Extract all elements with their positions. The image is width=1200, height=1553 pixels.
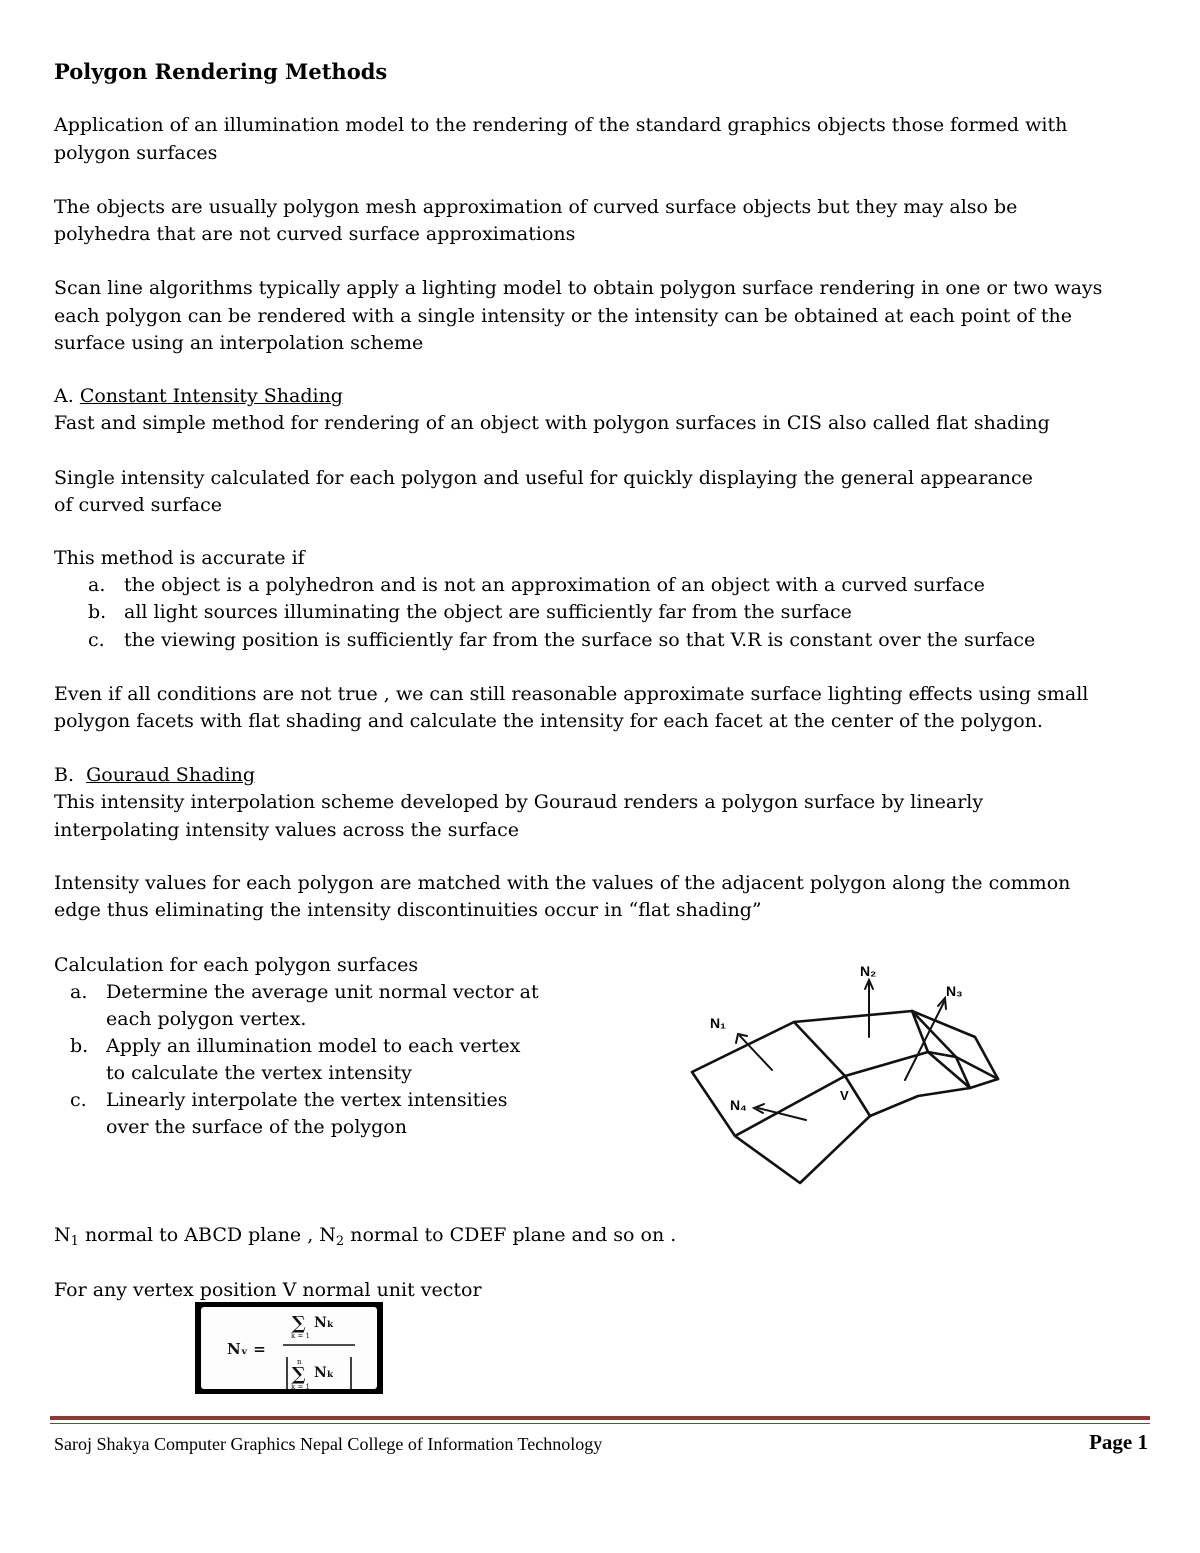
formula-sum-top: ∑ [292, 1313, 306, 1334]
intro-p3-line3: surface using an interpolation scheme [54, 332, 424, 354]
intro-p2-line2: polyhedra that are not curved surface approximations [54, 223, 576, 245]
normal-n3-arrow [905, 1002, 944, 1080]
normals-n2: N [319, 1224, 336, 1246]
normals-text1: normal to ABCD plane , [78, 1224, 320, 1246]
section-b-heading [54, 762, 255, 789]
step-label: a. [70, 981, 88, 1003]
polygon-mesh-figure [680, 958, 1010, 1188]
section-b-title: Gouraud Shading [86, 764, 256, 786]
step-text: Apply an illumination model to each vertex [106, 1035, 521, 1057]
step-text: Determine the average unit normal vector at [106, 981, 539, 1003]
section-b-p1-line2: interpolating intensity values across the surface [54, 819, 520, 841]
normals-sub2: 2 [335, 1234, 345, 1249]
section-b-p2-line1: Intensity values for each polygon are matched with the values of the adjacent polygon along the common [54, 872, 1071, 894]
intro-p2-line1: The objects are usually polygon mesh approximation of curved surface objects but they may also be [54, 196, 1018, 218]
condition-label: a. [88, 574, 106, 596]
step-label: b. [70, 1035, 89, 1057]
step-text: Linearly interpolate the vertex intensities [106, 1089, 508, 1111]
step-label: c. [70, 1089, 87, 1111]
condition-label: b. [88, 601, 107, 623]
normals-sub1: 1 [70, 1234, 79, 1249]
formula-nk-top: Nₖ [314, 1315, 335, 1331]
intro-p1-line2: polygon surfaces [54, 142, 218, 164]
section-a-p2-line2: of curved surface [54, 494, 222, 516]
mesh-edge-center [794, 1022, 870, 1116]
intro-p3-line2: each polygon can be rendered with a single intensity or the intensity can be obtained at each point of the [54, 305, 1072, 327]
label-n3: N₃ [946, 983, 963, 999]
normals-n1: N [54, 1224, 71, 1246]
intro-p3-line1: Scan line algorithms typically apply a lighting model to obtain polygon surface rendering in one or two ways [54, 277, 1103, 299]
condition-item [88, 599, 852, 626]
footer-rule-thick [50, 1416, 1150, 1420]
mesh-edge-left [735, 1076, 845, 1136]
condition-item [88, 572, 985, 599]
section-a-p1: Fast and simple method for rendering of an object with polygon surfaces in CIS also called flat shading [54, 412, 1050, 434]
normal-vector-formula [195, 1302, 383, 1394]
label-n4: N₄ [730, 1097, 747, 1113]
section-b-p2-line2: edge thus eliminating the intensity discontinuities occur in “flat shading” [54, 899, 762, 921]
formula-nk-bottom: Nₖ [314, 1365, 335, 1381]
calc-intro: Calculation for each polygon surfaces [54, 954, 419, 976]
step-item [70, 979, 539, 1006]
step-item [70, 1087, 507, 1114]
condition-text: the viewing position is sufficiently far from the surface so that V.R is constant over the surface [124, 629, 1036, 651]
footer-author: Saroj Shakya Computer Graphics Nepal College of Information Technology [54, 1434, 603, 1454]
section-a-prefix: A. [54, 385, 74, 407]
section-a-p2-line1: Single intensity calculated for each polygon and useful for quickly displaying the general appearance [54, 467, 1033, 489]
section-a-heading [54, 383, 343, 410]
label-n1: N₁ [710, 1015, 726, 1031]
intro-p1-line1: Application of an illumination model to the rendering of the standard graphics objects those formed with [54, 114, 1068, 136]
accurate-intro: This method is accurate if [54, 547, 305, 569]
step-text-cont: to calculate the vertex intensity [106, 1062, 412, 1084]
condition-label: c. [88, 629, 105, 651]
page-title: Polygon Rendering Methods [54, 59, 388, 84]
footer-rule-thin [50, 1423, 1150, 1424]
section-b-prefix: B. [54, 764, 75, 786]
formula-sub-bottom: k = 1 [291, 1383, 311, 1391]
step-text-cont: each polygon vertex. [106, 1008, 307, 1030]
normals-line [54, 1222, 676, 1249]
condition-item [88, 627, 1035, 654]
page-number: Page 1 [1089, 1430, 1148, 1454]
formula-sup-bottom: n [297, 1358, 302, 1366]
vertex-line: For any vertex position V normal unit vector [54, 1279, 482, 1301]
label-v: V [840, 1088, 849, 1103]
label-n2: N₂ [860, 963, 877, 979]
section-b-p1-line1: This intensity interpolation scheme developed by Gouraud renders a polygon surface by linearly [54, 791, 984, 813]
step-text-cont: over the surface of the polygon [106, 1116, 407, 1138]
normals-text2: normal to CDEF plane and so on . [344, 1224, 677, 1246]
section-a-p3-line2: polygon facets with flat shading and calculate the intensity for each facet at the center of the polygon. [54, 710, 1043, 732]
step-item [70, 1033, 520, 1060]
condition-text: the object is a polyhedron and is not an approximation of an object with a curved surface [124, 574, 985, 596]
section-a-title: Constant Intensity Shading [79, 385, 343, 407]
formula-sub-top: k = 1 [291, 1332, 311, 1340]
section-a-p3-line1: Even if all conditions are not true , we can still reasonable approximate surface lighting effects using small [54, 683, 1089, 705]
condition-text: all light sources illuminating the object are sufficiently far from the surface [124, 601, 852, 623]
formula-sum-bottom: ∑ [292, 1364, 306, 1385]
formula-lhs: Nᵥ = [227, 1340, 266, 1358]
